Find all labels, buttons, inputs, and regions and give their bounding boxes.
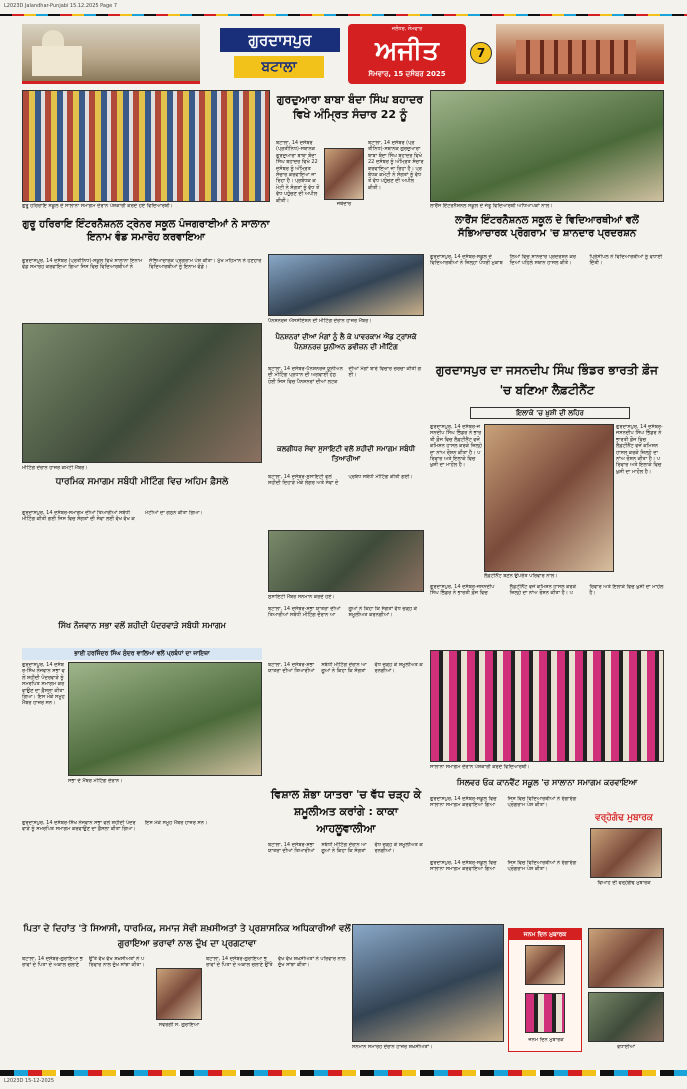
a9-body: ਬਟਾਲਾ, 14 ਦਸੰਬਰ-ਸ਼ੋਭਾ ਯਾਤਰਾ ਦੀਆਂ ਤਿਆਰੀਆਂ ਸਬੰਧੀ ਮੀਟਿੰਗ ਦੌਰਾਨ ਆਗੂਆਂ ਨੇ ਕਿਹਾ ਕਿ ਸੰਗਤਾਂ ਵੱਧ ਚੜ੍ਹ ਕੇ ਸ਼ਮੂਲੀਅਤ ਕਰਨਗੀਆਂ। bbox=[268, 842, 423, 855]
a7-headline: ਕਲਗੀਧਰ ਸੇਵਾ ਸੁਸਾਇਟੀ ਵਲੋਂ ਸ਼ਹੀਦੀ ਸਮਾਗਮ ਸਬੰਧੀ ਤਿਆਰੀਆਂ bbox=[276, 445, 416, 463]
temple-image-left bbox=[22, 24, 200, 84]
honour-caption: ਸਨਮਾਨ ਸਮਾਰੋਹ ਦੌਰਾਨ ਹਾਜ਼ਰ ਸ਼ਖ਼ਸੀਅਤਾਂ। bbox=[352, 1044, 433, 1050]
a8-body-bottom: ਗੁਰਦਾਸਪੁਰ, 14 ਦਸੰਬਰ-ਸਿੱਖ ਨੌਜਵਾਨ ਸਭਾ ਵਲੋਂ ਸ਼ਹੀਦੀ ਪੰਦਰਵਾੜੇ ਨੂੰ ਸਮਰਪਿਤ ਸਮਾਗਮ ਕਰਵਾਉਣ ਦਾ ਫ਼ੈਸਲਾ ਕੀਤਾ ਗਿਆ। ਇਸ ਮੌਕੇ ਸਮੂਹ ਮੈਂਬਰ ਹਾਜ਼ਰ ਸਨ। bbox=[22, 820, 208, 833]
meeting-group-caption: ਮੀਟਿੰਗ ਦੌਰਾਨ ਹਾਜ਼ਰ ਕਮੇਟੀ ਮੈਂਬਰ। bbox=[22, 465, 88, 471]
lawrence-school-caption: ਲਾਰੈਂਸ ਇੰਟਰਨੈਸ਼ਨਲ ਸਕੂਲ ਦੇ ਜੇਤੂ ਵਿਦਿਆਰਥੀ ਅਧਿਆਪਕਾਂ ਨਾਲ। bbox=[430, 203, 553, 209]
color-bar-bottom bbox=[0, 1070, 687, 1076]
a6-tag: ਇਲਾਕੇ 'ਚ ਖ਼ੁਸ਼ੀ ਦੀ ਲਹਿਰ bbox=[470, 407, 630, 419]
bottom-slug: L2023D 15-12-2025 bbox=[4, 1078, 55, 1084]
a1-portrait-caption: ਜਥੇਦਾਰ bbox=[336, 201, 352, 207]
a11-body-left: ਬਟਾਲਾ, 14 ਦਸੰਬਰ-ਗੁਰਾਇਆ ਭਰਾਵਾਂ ਦੇ ਪਿਤਾ ਦੇ ਅਕਾਲ ਚਲਾਣੇ ਉੱਤੇ ਵੱਖ ਵੱਖ ਸ਼ਖ਼ਸੀਅਤਾਂ ਨੇ ਪਰਿਵਾਰ ਨਾਲ ਦੁੱਖ ਸਾਂਝਾ ਕੀਤਾ। bbox=[22, 956, 145, 969]
a9-headline: ਵਿਸ਼ਾਲ ਸ਼ੋਭਾ ਯਾਤਰਾ 'ਚ ਵੱਧ ਚੜ੍ਹ ਕੇ ਸ਼ਮੂਲੀਅਤ ਕਰਾਂਗੇ : ਕਾਕਾ ਆਹਲੂਵਾਲੀਆ bbox=[270, 788, 422, 835]
birthday-photo-2 bbox=[525, 993, 565, 1033]
birthday-cap: ਜਨਮ ਦਿਨ ਮੁਬਾਰਕ bbox=[528, 1037, 564, 1043]
a8-tag: ਭਾਈ ਹਰਜਿੰਦਰ ਸਿੰਘ ਸੁੰਦਰ ਵਾਲਿਆਂ ਵਲੋਂ ਪ੍ਰਬੰਧਾਂ ਦਾ ਜਾਇਜ਼ਾ bbox=[22, 648, 262, 660]
greetings-title: ਵਰ੍ਹੇਗੰਢ ਮੁਬਾਰਕ bbox=[595, 813, 653, 823]
society-caption: ਸੁਸਾਇਟੀ ਮੈਂਬਰ ਸਨਮਾਨ ਕਰਦੇ ਹੋਏ। bbox=[268, 594, 335, 600]
building-image-right bbox=[496, 24, 664, 84]
a1-body-left: ਬਟਾਲਾ, 14 ਦਸੰਬਰ (ਪ੍ਰਤੀਨਿਧ)-ਸਥਾਨਕ ਗੁਰਦੁਆਰਾ ਬਾਬਾ ਬੰਦਾ ਸਿੰਘ ਬਹਾਦਰ ਵਿਖੇ 22 ਦਸੰਬਰ ਨੂੰ ਅੰਮ੍ਰਿਤ ਸੰਚਾਰ ਕਰਵਾਇਆ ਜਾ ਰਿਹਾ ਹੈ। ਪ੍ਰਬੰਧਕ ਕਮੇਟੀ ਨੇ ਸੰਗਤਾਂ ਨੂੰ ਵੱਧ ਤੋਂ ਵੱਧ ਪਹੁੰਚਣ ਦੀ ਅਪੀਲ ਕੀਤੀ। bbox=[276, 140, 320, 204]
date-text: ਸੋਮਵਾਰ, 15 ਦਸੰਬਰ 2025 bbox=[368, 70, 446, 78]
a6-headline: ਗੁਰਦਾਸਪੁਰ ਦਾ ਜਸਨਦੀਪ ਸਿੰਘ ਭਿੰਡਰ ਭਾਰਤੀ ਫ਼ੌਜ 'ਚ ਬਣਿਆ ਲੈਫ਼ਟੀਨੈਂਟ bbox=[436, 363, 658, 397]
silver-oak-photo bbox=[430, 650, 664, 762]
a7-body: ਬਟਾਲਾ, 14 ਦਸੰਬਰ-ਸੁਸਾਇਟੀ ਵਲੋਂ ਸ਼ਹੀਦੀ ਦਿਹਾੜੇ ਮੌਕੇ ਲੰਗਰ ਅਤੇ ਸੇਵਾ ਦੇ ਪ੍ਰਬੰਧ ਸਬੰਧੀ ਮੀਟਿੰਗ ਕੀਤੀ ਗਈ। bbox=[268, 474, 413, 487]
greeting-photo-1 bbox=[590, 828, 662, 878]
color-bar-top bbox=[0, 14, 687, 16]
masthead bbox=[22, 20, 664, 86]
page-number-badge: 7 bbox=[470, 42, 492, 64]
birthday-box bbox=[508, 928, 582, 1052]
a2-headline: ਗੁਰੂ ਹਰਿਰਾਇ ਇੰਟਰਨੈਸ਼ਨਲ ਟ੍ਰੇਨਰ ਸਕੂਲ ਪੰਜਗਰਾਈਆਂ ਨੇ ਸਾਲਾਨਾ ਇਨਾਮ ਵੰਡ ਸਮਾਰੋਹ ਕਰਵਾਇਆ bbox=[22, 219, 270, 243]
obituary-caption: ਸਵਰਗੀ ਸ. ਗੁਰਾਇਆ bbox=[158, 1022, 200, 1028]
title-left-bottom: ਬਟਾਲਾ bbox=[234, 56, 324, 78]
obituary-photo bbox=[156, 968, 202, 1020]
a3-headline: ਲਾਰੈਂਸ ਇੰਟਰਨੈਸ਼ਨਲ ਸਕੂਲ ਦੇ ਵਿਦਿਆਰਥੀਆਂ ਵਲੋਂ ਸੱਭਿਆਚਾਰਕ ਪ੍ਰੋਗਰਾਮ 'ਚ ਸ਼ਾਨਦਾਰ ਪ੍ਰਦਰਸ਼ਨ bbox=[455, 215, 639, 239]
a4-headline: ਪੈਨਸ਼ਨਰਾਂ ਦੀਆਂ ਮੰਗਾਂ ਨੂੰ ਲੈ ਕੇ ਪਾਵਰਕਾਮ ਐਂਡ ਟ੍ਰਾਂਸਕੋ ਪੈਨਸ਼ਨਰਜ਼ ਯੂਨੀਅਨ ਡਵੀਜ਼ਨ ਦੀ ਮੀਟਿੰਗ bbox=[275, 333, 417, 351]
top-slug: L2023D Jalandhar-Punjabi 15.12.2025 Page 7 bbox=[4, 3, 118, 9]
a10-headline: ਸਿਲਵਰ ਓਕ ਕਾਨਵੈਂਟ ਸਕੂਲ 'ਚ ਸਾਲਾਨਾ ਸਮਾਗਮ ਕਰਵਾਇਆ bbox=[456, 778, 638, 787]
lieutenant-photo bbox=[484, 424, 614, 572]
a11-body-right: ਬਟਾਲਾ, 14 ਦਸੰਬਰ-ਗੁਰਾਇਆ ਭਰਾਵਾਂ ਦੇ ਪਿਤਾ ਦੇ ਅਕਾਲ ਚਲਾਣੇ ਉੱਤੇ ਵੱਖ ਵੱਖ ਸ਼ਖ਼ਸੀਅਤਾਂ ਨੇ ਪਰਿਵਾਰ ਨਾਲ ਦੁੱਖ ਸਾਂਝਾ ਕੀਤਾ। bbox=[206, 956, 346, 969]
a6-body-right: ਗੁਰਦਾਸਪੁਰ, 14 ਦਸੰਬਰ-ਜਸਨਦੀਪ ਸਿੰਘ ਭਿੰਡਰ ਨੇ ਭਾਰਤੀ ਫ਼ੌਜ ਵਿਚ ਲੈਫ਼ਟੀਨੈਂਟ ਵਜੋਂ ਕਮਿਸ਼ਨ ਹਾਸਲ ਕਰਕੇ ਜ਼ਿਲ੍ਹੇ ਦਾ ਨਾਂਅ ਰੌਸ਼ਨ ਕੀਤਾ ਹੈ। ਪਰਿਵਾਰ ਅਤੇ ਇਲਾਕੇ ਵਿਚ ਖ਼ੁਸ਼ੀ ਦਾ ਮਾਹੌਲ ਹੈ। bbox=[616, 424, 663, 475]
birthday-photo-1 bbox=[525, 945, 565, 985]
a9-body-mid: ਬਟਾਲਾ, 14 ਦਸੰਬਰ-ਸ਼ੋਭਾ ਯਾਤਰਾ ਦੀਆਂ ਤਿਆਰੀਆਂ ਸਬੰਧੀ ਮੀਟਿੰਗ ਦੌਰਾਨ ਆਗੂਆਂ ਨੇ ਕਿਹਾ ਕਿ ਸੰਗਤਾਂ ਵੱਧ ਚੜ੍ਹ ਕੇ ਸ਼ਮੂਲੀਅਤ ਕਰਨਗੀਆਂ। bbox=[268, 662, 423, 675]
greeting-cap-1: ਵਿਆਹ ਦੀ ਵਰ੍ਹੇਗੰਢ ਮੁਬਾਰਕ bbox=[597, 880, 651, 886]
greeting-cap-3: ਵਧਾਈਆਂ bbox=[617, 1044, 635, 1050]
a3-body: ਗੁਰਦਾਸਪੁਰ, 14 ਦਸੰਬਰ-ਸਕੂਲ ਦੇ ਵਿਦਿਆਰਥੀਆਂ ਨੇ ਜ਼ਿਲ੍ਹਾ ਪੱਧਰੀ ਮੁਕਾਬਲਿਆਂ ਵਿਚ ਸ਼ਾਨਦਾਰ ਪ੍ਰਦਰਸ਼ਨ ਕਰਦਿਆਂ ਪਹਿਲੇ ਸਥਾਨ ਹਾਸਲ ਕੀਤੇ। ਪ੍ਰਿੰਸੀਪਲ ਨੇ ਵਿਦਿਆਰਥੀਆਂ ਨੂੰ ਵਧਾਈ ਦਿੱਤੀ। bbox=[430, 254, 663, 267]
title-left-block bbox=[200, 20, 350, 86]
brand-title: ਅਜੀਤ bbox=[375, 36, 439, 66]
brand-block bbox=[348, 24, 466, 84]
a8-body-left: ਗੁਰਦਾਸਪੁਰ, 14 ਦਸੰਬਰ-ਸਿੱਖ ਨੌਜਵਾਨ ਸਭਾ ਵਲੋਂ ਸ਼ਹੀਦੀ ਪੰਦਰਵਾੜੇ ਨੂੰ ਸਮਰਪਿਤ ਸਮਾਗਮ ਕਰਵਾਉਣ ਦਾ ਫ਼ੈਸਲਾ ਕੀਤਾ ਗਿਆ। ਇਸ ਮੌਕੇ ਸਮੂਹ ਮੈਂਬਰ ਹਾਜ਼ਰ ਸਨ। bbox=[22, 662, 65, 707]
a1-body-right: ਬਟਾਲਾ, 14 ਦਸੰਬਰ (ਪ੍ਰਤੀਨਿਧ)-ਸਥਾਨਕ ਗੁਰਦੁਆਰਾ ਬਾਬਾ ਬੰਦਾ ਸਿੰਘ ਬਹਾਦਰ ਵਿਖੇ 22 ਦਸੰਬਰ ਨੂੰ ਅੰਮ੍ਰਿਤ ਸੰਚਾਰ ਕਰਵਾਇਆ ਜਾ ਰਿਹਾ ਹੈ। ਪ੍ਰਬੰਧਕ ਕਮੇਟੀ ਨੇ ਸੰਗਤਾਂ ਨੂੰ ਵੱਧ ਤੋਂ ਵੱਧ ਪਹੁੰਚਣ ਦੀ ਅਪੀਲ ਕੀਤੀ। bbox=[368, 140, 424, 191]
title-left-top: ਗੁਰਦਾਸਪੁਰ bbox=[220, 28, 340, 52]
pensioners-caption: ਪੈਨਸ਼ਨਰਜ਼ ਐਸੋਸੀਏਸ਼ਨ ਦੀ ਮੀਟਿੰਗ ਦੌਰਾਨ ਹਾਜ਼ਰ ਮੈਂਬਰ। bbox=[268, 318, 372, 324]
birthday-box-title: ਜਨਮ ਦਿਨ ਮੁਬਾਰਕ bbox=[509, 929, 581, 940]
meeting-group-photo bbox=[22, 323, 262, 463]
a10-body: ਗੁਰਦਾਸਪੁਰ, 14 ਦਸੰਬਰ-ਸਕੂਲ ਵਿਚ ਸਾਲਾਨਾ ਸਮਾਗਮ ਕਰਵਾਇਆ ਗਿਆ ਜਿਸ ਵਿਚ ਵਿਦਿਆਰਥੀਆਂ ਨੇ ਰੰਗਾਰੰਗ ਪ੍ਰੋਗਰਾਮ ਪੇਸ਼ ਕੀਤਾ। bbox=[430, 796, 577, 809]
silver-oak-caption: ਸਾਲਾਨਾ ਸਮਾਗਮ ਦੌਰਾਨ ਪੇਸ਼ਕਾਰੀ ਕਰਦੇ ਵਿਦਿਆਰਥੀ। bbox=[430, 764, 530, 770]
lieutenant-caption: ਲੈਫ਼ਟੀਨੈਂਟ ਬਣਨ ਉਪਰੰਤ ਪਰਿਵਾਰ ਨਾਲ। bbox=[484, 573, 558, 579]
greeting-photo-2 bbox=[588, 928, 664, 988]
a9-body-top: ਬਟਾਲਾ, 14 ਦਸੰਬਰ-ਸ਼ੋਭਾ ਯਾਤਰਾ ਦੀਆਂ ਤਿਆਰੀਆਂ ਸਬੰਧੀ ਮੀਟਿੰਗ ਦੌਰਾਨ ਆਗੂਆਂ ਨੇ ਕਿਹਾ ਕਿ ਸੰਗਤਾਂ ਵੱਧ ਚੜ੍ਹ ਕੇ ਸ਼ਮੂਲੀਅਤ ਕਰਨਗੀਆਂ। bbox=[268, 606, 418, 619]
sabha-caption: ਸਭਾ ਦੇ ਮੈਂਬਰ ਮੀਟਿੰਗ ਦੌਰਾਨ। bbox=[68, 778, 123, 784]
a2-body: ਗੁਰਦਾਸਪੁਰ, 14 ਦਸੰਬਰ (ਪ੍ਰਤੀਨਿਧ)-ਸਕੂਲ ਵਿਖੇ ਸਾਲਾਨਾ ਇਨਾਮ ਵੰਡ ਸਮਾਰੋਹ ਕਰਵਾਇਆ ਗਿਆ ਜਿਸ ਵਿਚ ਵਿਦਿਆਰਥੀਆਂ ਨੇ ਸੱਭਿਆਚਾਰਕ ਪ੍ਰੋਗਰਾਮ ਪੇਸ਼ ਕੀਤਾ। ਮੁੱਖ ਮਹਿਮਾਨ ਨੇ ਹੋਣਹਾਰ ਵਿਦਿਆਰਥੀਆਂ ਨੂੰ ਇਨਾਮ ਵੰਡੇ। bbox=[22, 258, 262, 271]
honour-photo bbox=[352, 924, 504, 1042]
school-event-caption: ਗੁਰੂ ਹਰਿਰਾਇ ਸਕੂਲ ਦੇ ਸਾਲਾਨਾ ਸਮਾਗਮ ਦੌਰਾਨ ਪੇਸ਼ਕਾਰੀ ਕਰਦੇ ਹੋਏ ਵਿਦਿਆਰਥੀ। bbox=[22, 203, 173, 209]
a1-portrait-photo bbox=[324, 148, 364, 200]
a6-body-bottom: ਗੁਰਦਾਸਪੁਰ, 14 ਦਸੰਬਰ-ਜਸਨਦੀਪ ਸਿੰਘ ਭਿੰਡਰ ਨੇ ਭਾਰਤੀ ਫ਼ੌਜ ਵਿਚ ਲੈਫ਼ਟੀਨੈਂਟ ਵਜੋਂ ਕਮਿਸ਼ਨ ਹਾਸਲ ਕਰਕੇ ਜ਼ਿਲ੍ਹੇ ਦਾ ਨਾਂਅ ਰੌਸ਼ਨ ਕੀਤਾ ਹੈ। ਪਰਿਵਾਰ ਅਤੇ ਇਲਾਕੇ ਵਿਚ ਖ਼ੁਸ਼ੀ ਦਾ ਮਾਹੌਲ ਹੈ। bbox=[430, 584, 664, 597]
edition-text: ਜਲੰਧਰ, ਸੋਮਵਾਰ bbox=[391, 26, 423, 32]
society-photo bbox=[268, 530, 424, 592]
sabha-photo bbox=[68, 662, 262, 776]
greeting-photo-3 bbox=[588, 992, 664, 1042]
a6-body-left: ਗੁਰਦਾਸਪੁਰ, 14 ਦਸੰਬਰ-ਜਸਨਦੀਪ ਸਿੰਘ ਭਿੰਡਰ ਨੇ ਭਾਰਤੀ ਫ਼ੌਜ ਵਿਚ ਲੈਫ਼ਟੀਨੈਂਟ ਵਜੋਂ ਕਮਿਸ਼ਨ ਹਾਸਲ ਕਰਕੇ ਜ਼ਿਲ੍ਹੇ ਦਾ ਨਾਂਅ ਰੌਸ਼ਨ ਕੀਤਾ ਹੈ। ਪਰਿਵਾਰ ਅਤੇ ਇਲਾਕੇ ਵਿਚ ਖ਼ੁਸ਼ੀ ਦਾ ਮਾਹੌਲ ਹੈ। bbox=[430, 424, 482, 469]
a1-headline: ਗੁਰਦੁਆਰਾ ਬਾਬਾ ਬੰਦਾ ਸਿੰਘ ਬਹਾਦਰ ਵਿਖੇ ਅੰਮ੍ਰਿਤ ਸੰਚਾਰ 22 ਨੂੰ bbox=[276, 93, 424, 121]
a11-headline: ਪਿਤਾ ਦੇ ਦਿਹਾਂਤ 'ਤੇ ਸਿਆਸੀ, ਧਾਰਮਿਕ, ਸਮਾਜ ਸੇਵੀ ਸ਼ਖ਼ਸੀਅਤਾਂ ਤੇ ਪ੍ਰਸ਼ਾਸਨਿਕ ਅਧਿਕਾਰੀਆਂ ਵਲੋਂ ਗੁਰਾਇਆ ਭਰਾਵਾਂ ਨਾਲ ਦੁੱਖ ਦਾ ਪ੍ਰਗਟਾਵਾ bbox=[23, 924, 351, 949]
a8-headline: ਸਿੱਖ ਨੌਜਵਾਨ ਸਭਾ ਵਲੋਂ ਸ਼ਹੀਦੀ ਪੰਦਰਵਾੜੇ ਸਬੰਧੀ ਸਮਾਗਮ bbox=[58, 621, 226, 630]
a5-body: ਗੁਰਦਾਸਪੁਰ, 14 ਦਸੰਬਰ-ਸਮਾਗਮ ਦੀਆਂ ਤਿਆਰੀਆਂ ਸਬੰਧੀ ਮੀਟਿੰਗ ਕੀਤੀ ਗਈ ਜਿਸ ਵਿਚ ਸੰਗਤਾਂ ਦੀ ਸੇਵਾ ਲਈ ਵੱਖ ਵੱਖ ਕਮੇਟੀਆਂ ਦਾ ਗਠਨ ਕੀਤਾ ਗਿਆ। bbox=[22, 510, 203, 523]
a10-body-2: ਗੁਰਦਾਸਪੁਰ, 14 ਦਸੰਬਰ-ਸਕੂਲ ਵਿਚ ਸਾਲਾਨਾ ਸਮਾਗਮ ਕਰਵਾਇਆ ਗਿਆ ਜਿਸ ਵਿਚ ਵਿਦਿਆਰਥੀਆਂ ਨੇ ਰੰਗਾਰੰਗ ਪ੍ਰੋਗਰਾਮ ਪੇਸ਼ ਕੀਤਾ। bbox=[430, 860, 577, 873]
school-event-photo bbox=[22, 90, 270, 202]
a5-headline: ਧਾਰਮਿਕ ਸਮਾਗਮ ਸਬੰਧੀ ਮੀਟਿੰਗ ਵਿਚ ਅਹਿਮ ਫ਼ੈਸਲੇ bbox=[55, 477, 229, 487]
pensioners-photo bbox=[268, 254, 424, 316]
lawrence-school-photo bbox=[430, 90, 664, 202]
a4-body: ਬਟਾਲਾ, 14 ਦਸੰਬਰ-ਪੈਨਸ਼ਨਰਜ਼ ਯੂਨੀਅਨ ਦੀ ਮੀਟਿੰਗ ਪ੍ਰਧਾਨ ਦੀ ਅਗਵਾਈ ਹੇਠ ਹੋਈ ਜਿਸ ਵਿਚ ਪੈਨਸ਼ਨਰਾਂ ਦੀਆਂ ਲਟਕਦੀਆਂ ਮੰਗਾਂ ਬਾਰੇ ਵਿਚਾਰ ਚਰਚਾ ਕੀਤੀ ਗਈ। bbox=[268, 366, 422, 385]
